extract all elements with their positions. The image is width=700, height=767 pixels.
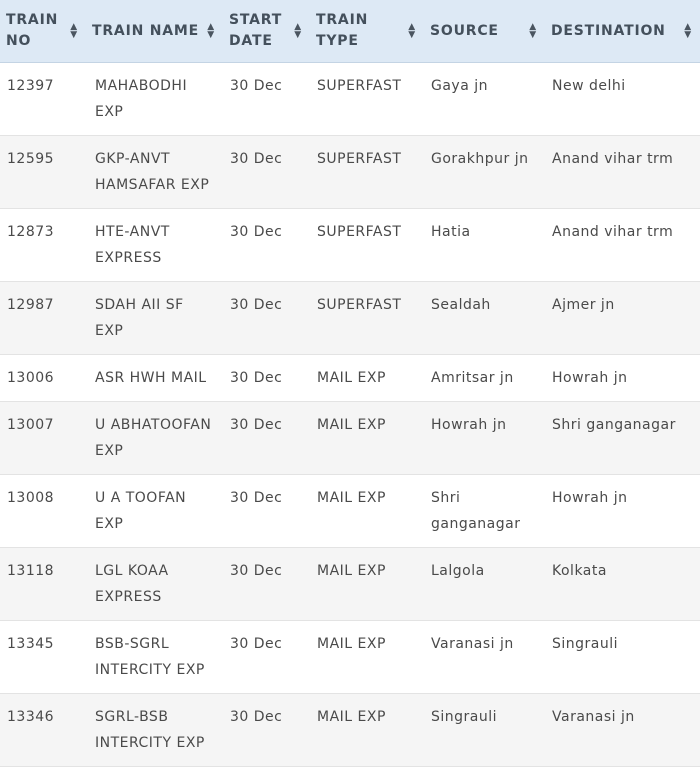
- table-row[interactable]: [0, 282, 700, 355]
- cell-source: Gorakhpur jn: [424, 136, 545, 209]
- cell-destination: Shri ganganagar: [545, 402, 700, 475]
- cell-train-no: 12987: [0, 282, 86, 355]
- cell-destination: Howrah jn: [545, 355, 700, 402]
- cell-train-type: SUPERFAST: [310, 136, 424, 209]
- cell-train-type: SUPERFAST: [310, 209, 424, 282]
- column-header-label: TRAIN NAME: [92, 22, 200, 39]
- sort-arrows-icon[interactable]: ▲ ▼: [207, 22, 215, 40]
- cell-source: Hatia: [424, 209, 545, 282]
- cell-source: Howrah jn: [424, 402, 545, 475]
- cell-start-date: 30 Dec: [223, 475, 310, 548]
- table-row[interactable]: [0, 136, 700, 209]
- cell-start-date: 30 Dec: [223, 209, 310, 282]
- cell-source: Gaya jn: [424, 63, 545, 136]
- cell-train-name: BSB-SGRL INTERCITY EXP: [86, 621, 223, 694]
- cell-destination: New delhi: [545, 63, 700, 136]
- cell-start-date: 30 Dec: [223, 136, 310, 209]
- cell-train-name: ASR HWH MAIL: [86, 355, 223, 402]
- cell-train-type: MAIL EXP: [310, 548, 424, 621]
- cell-start-date: 30 Dec: [223, 63, 310, 136]
- cell-train-no: 13006: [0, 355, 86, 402]
- cell-train-no: 13345: [0, 621, 86, 694]
- column-header-train-type[interactable]: [310, 0, 424, 63]
- column-header-train-name[interactable]: [86, 0, 223, 63]
- cell-destination: Ajmer jn: [545, 282, 700, 355]
- cell-start-date: 30 Dec: [223, 694, 310, 767]
- cell-train-no: 13118: [0, 548, 86, 621]
- table-row[interactable]: [0, 475, 700, 548]
- cell-train-name: LGL KOAA EXPRESS: [86, 548, 223, 621]
- cell-source: Lalgola: [424, 548, 545, 621]
- table-body: [0, 63, 700, 767]
- cell-train-name: MAHABODHI EXP: [86, 63, 223, 136]
- cell-train-no: 13008: [0, 475, 86, 548]
- column-header-start-date[interactable]: [223, 0, 310, 63]
- cell-train-type: MAIL EXP: [310, 402, 424, 475]
- column-header-label: START DATE: [229, 12, 283, 49]
- cell-source: Amritsar jn: [424, 355, 545, 402]
- cell-destination: Singrauli: [545, 621, 700, 694]
- table-row[interactable]: [0, 621, 700, 694]
- column-header-label: SOURCE: [430, 22, 499, 39]
- cell-train-type: SUPERFAST: [310, 282, 424, 355]
- table-row[interactable]: [0, 548, 700, 621]
- cell-train-type: MAIL EXP: [310, 355, 424, 402]
- table-row[interactable]: [0, 355, 700, 402]
- header-row: [0, 0, 700, 63]
- cell-train-no: 13346: [0, 694, 86, 767]
- cell-source: Singrauli: [424, 694, 545, 767]
- cell-start-date: 30 Dec: [223, 282, 310, 355]
- table-row[interactable]: [0, 63, 700, 136]
- cell-train-type: MAIL EXP: [310, 621, 424, 694]
- cell-destination: Kolkata: [545, 548, 700, 621]
- column-header-label: TRAIN TYPE: [316, 12, 369, 49]
- cell-source: Varanasi jn: [424, 621, 545, 694]
- cell-destination: Howrah jn: [545, 475, 700, 548]
- cell-source: Sealdah: [424, 282, 545, 355]
- column-header-train-no[interactable]: [0, 0, 86, 63]
- table-row[interactable]: [0, 402, 700, 475]
- column-header-label: TRAIN NO: [6, 12, 59, 49]
- cell-start-date: 30 Dec: [223, 402, 310, 475]
- table-header: [0, 0, 700, 63]
- column-header-label: DESTINATION: [551, 22, 666, 39]
- cell-start-date: 30 Dec: [223, 548, 310, 621]
- cell-train-no: 12595: [0, 136, 86, 209]
- cell-train-no: 12397: [0, 63, 86, 136]
- column-header-source[interactable]: [424, 0, 545, 63]
- sort-arrows-icon[interactable]: ▲ ▼: [70, 22, 78, 40]
- cell-train-no: 12873: [0, 209, 86, 282]
- cell-train-name: GKP-ANVT HAMSAFAR EXP: [86, 136, 223, 209]
- cell-start-date: 30 Dec: [223, 621, 310, 694]
- cell-destination: Anand vihar trm: [545, 209, 700, 282]
- cell-train-name: SGRL-BSB INTERCITY EXP: [86, 694, 223, 767]
- table-row[interactable]: [0, 694, 700, 767]
- table-row[interactable]: [0, 209, 700, 282]
- cell-destination: Anand vihar trm: [545, 136, 700, 209]
- cell-train-type: MAIL EXP: [310, 475, 424, 548]
- cell-train-type: SUPERFAST: [310, 63, 424, 136]
- sort-arrows-icon[interactable]: ▲ ▼: [684, 22, 692, 40]
- sort-arrows-icon[interactable]: ▲ ▼: [294, 22, 302, 40]
- cell-train-name: U A TOOFAN EXP: [86, 475, 223, 548]
- column-header-destination[interactable]: [545, 0, 700, 63]
- cell-train-no: 13007: [0, 402, 86, 475]
- cell-train-name: U ABHATOOFAN EXP: [86, 402, 223, 475]
- cell-train-name: HTE-ANVT EXPRESS: [86, 209, 223, 282]
- cell-source: Shri ganganagar: [424, 475, 545, 548]
- sort-arrows-icon[interactable]: ▲ ▼: [408, 22, 416, 40]
- sort-arrows-icon[interactable]: ▲ ▼: [529, 22, 537, 40]
- cell-start-date: 30 Dec: [223, 355, 310, 402]
- cell-train-name: SDAH AII SF EXP: [86, 282, 223, 355]
- cell-train-type: MAIL EXP: [310, 694, 424, 767]
- cell-destination: Varanasi jn: [545, 694, 700, 767]
